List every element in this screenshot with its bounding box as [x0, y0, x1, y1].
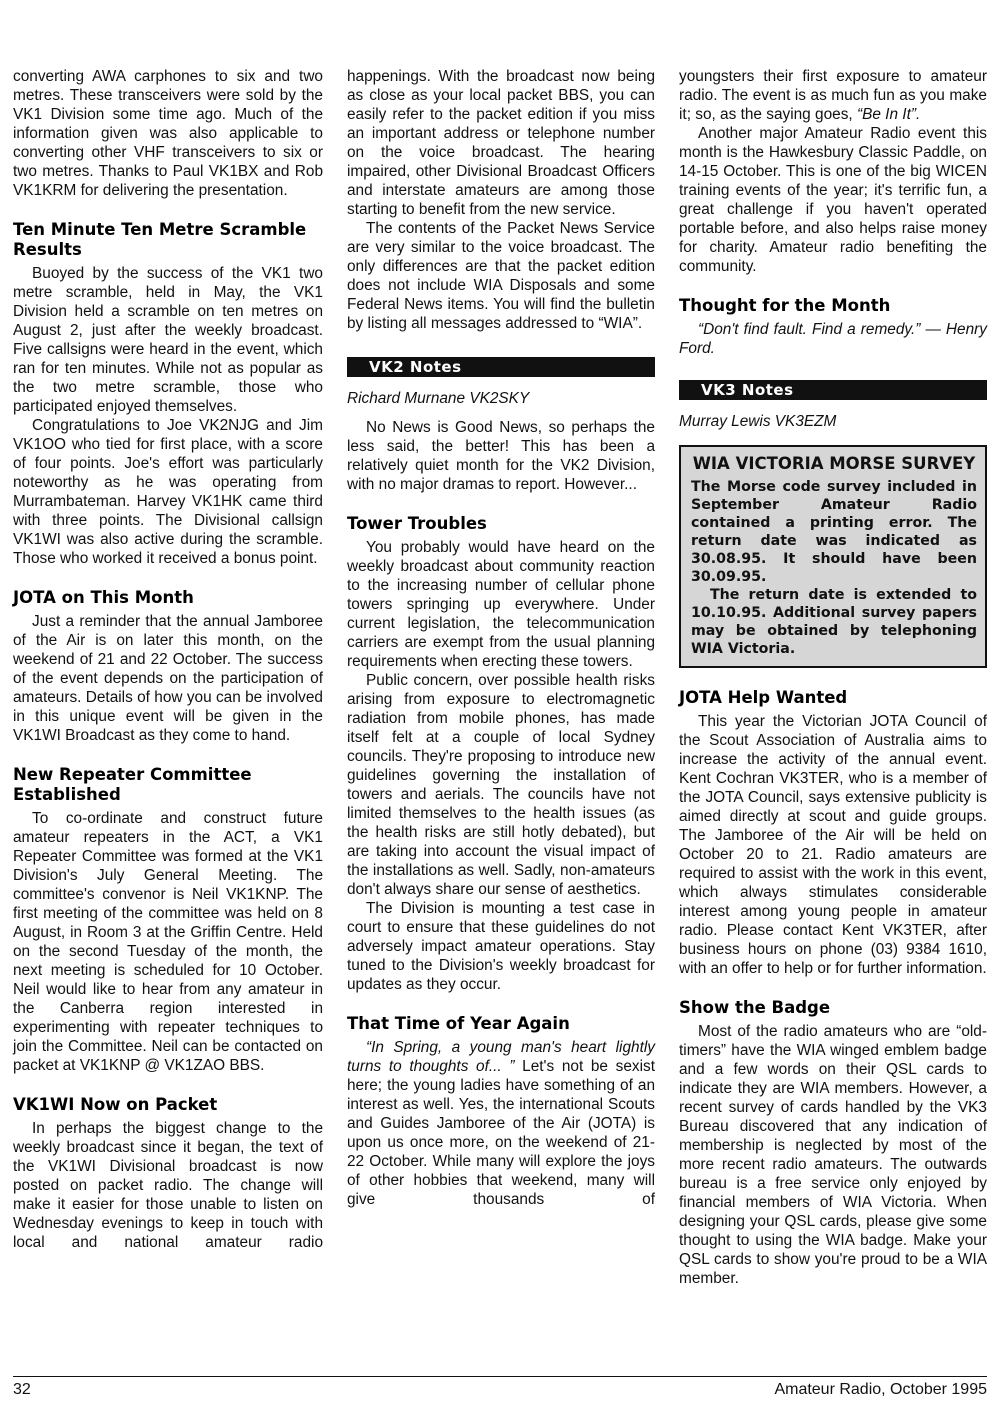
repeater-heading: New Repeater Committee Established [13, 765, 252, 804]
time-paragraph-text: Let's not be sexist here; the young ladies have something of an interest as well. Yes, the international Scouts and Guides Jamboree of the Air (JOTA) is upon us once more, on the weekend of 21-22 October. While many will explore the joys of other hobbies that weekend, many will give thousands of [347, 1058, 655, 1208]
hawkesbury-paragraph: Another major Amateur Radio event this month is the Hawkesbury Classic Paddle, on 14-15 October. This is one of the big WICEN training events of the year; it's terrific fun, a great challenge if you haven't operated portable before, and also helps raise money for charity. Amateur radio benefiting the community. [679, 125, 987, 275]
packet-paragraph-2: The contents of the Packet News Service are very similar to the voice broadcast. The only differences are that the packet edition does not include WIA Disposals and some Federal News items. You will find the bulletin by listing all messages addressed to “WIA”. [347, 220, 655, 332]
thought-quote: “Don't find fault. Find a remedy.” — Henry Ford. [679, 321, 987, 357]
packet-continued: happenings. With the broadcast now being as close as your local packet BBS, you can easily refer to the packet edition if you miss an important address or telephone number on the voice broadcast. The hearing impaired, other Divisional Broadcast Officers and interstate amateurs are among those starting to benefit from the new service. [347, 68, 655, 218]
time-continued-text: youngsters their first exposure to amateur radio. The event is as much fun as you make it; so, as the saying goes, [679, 68, 987, 123]
notice-paragraph-1: The Morse code survey included in September Amateur Radio contained a printing error. The return date was indicated as 30.08.95. It should have been 30.09.95. [691, 479, 977, 585]
intro-paragraph: converting AWA carphones to six and two metres. These transceivers were sold by the VK1 Division some time ago. Much of the information given was also applicable to converting other VHF transceivers to six or two metres. Thanks to Paul VK1BX and Rob VK1KRM for delivering the presentation. [13, 68, 323, 199]
time-continued [679, 67, 987, 124]
notice-paragraph-2: The return date is extended to 10.10.95. Additional survey papers may be obtained by telephoning WIA Victoria. [691, 587, 977, 657]
tower-paragraph-3: The Division is mounting a test case in court to ensure that these guidelines do not adversely impact amateur operations. Stay tuned to the Division's weekly broadcast for updates as they occur. [347, 900, 655, 993]
tower-paragraph-1: You probably would have heard on the weekly broadcast about community reaction to the increasing number of cellular phone towers springing up everywhere. Under current legislation, the telecommunication carriers are exempt from the usual planning requirements when erecting these towers. [347, 539, 655, 670]
be-in-it-quote: “Be In It”. [856, 106, 921, 123]
jota-paragraph: Just a reminder that the annual Jamboree of the Air is on later this month, on the weekend of 21 and 22 October. The success of the event depends on the participation of amateurs. Details of how you can be involved in this unique event will be given in the VK1WI Broadcast as they come to hand. [13, 613, 323, 744]
tower-paragraph-2: Public concern, over possible health risks arising from exposure to electromagnetic radiation from mobile phones, has made itself felt at a couple of local Sydney councils. They're proposing to introduce new guidelines governing the installation of towers and aerials. The councils have not limited themselves to the health issues (as the health risks are still hotly debated), but are taking into account the visual impact of the installations as well. Sadly, non-amateurs don't always share our sense of aesthetics. [347, 672, 655, 898]
vk2-byline: Richard Murnane VK2SKY [347, 390, 530, 407]
scramble-paragraph-2: Congratulations to Joe VK2NJG and Jim VK1OO who tied for first place, with a score of four points. Joe's effort was particularly noteworthy as he was operating from Murrambateman. Harvey VK1HK came third with three points. The Divisional callsign VK1WI was also active during the scramble. Those who worked it received a bonus point. [13, 417, 323, 567]
thought-heading: Thought for the Month [679, 296, 891, 315]
publication-footer: Amateur Radio, October 1995 [774, 1381, 987, 1398]
badge-paragraph: Most of the radio amateurs who are “old-timers” have the WIA winged emblem badge and a few words on their QSL cards to indicate they are WIA members. However, a recent survey of cards handled by the VK3 Bureau discovered that any indication of membership is neglected by most of the more recent radio amateurs. The outwards bureau is a free service only enjoyed by financial members of WIA Victoria. When designing your QSL cards, please give some thought to using the WIA badge. Make your QSL cards to show you're proud to be a WIA member. [679, 1023, 987, 1287]
time-heading: That Time of Year Again [347, 1014, 570, 1033]
repeater-paragraph: To co-ordinate and construct future amateur repeaters in the ACT, a VK1 Repeater Committee was formed at the VK1 Division's July General Meeting. The committee's convenor is Neil VK1KNP. The first meeting of the committee was held on 8 August, in Room 3 at the Griffin Centre. Held on the second Tuesday of the month, the next meeting is scheduled for 10 October. Neil would like to hear from any amateur in the Canberra region interested in experimenting with repeater techniques to join the Committee. Neil can be contacted on packet at VK1KNP @ VK1ZAO BBS. [13, 810, 323, 1074]
notice-title: WIA VICTORIA MORSE SURVEY [692, 454, 976, 473]
scramble-heading: Ten Minute Ten Metre Scramble Results [13, 220, 307, 259]
vk2-notes-bar: VK2 Notes [347, 357, 655, 377]
scramble-paragraph-1: Buoyed by the success of the VK1 two metre scramble, held in May, the VK1 Division held a scramble on ten metres on August 2, just after the weekly broadcast. Five callsigns were heard in the event, which ran for ten minutes. While not as popular as the two metre scramble, those who participated enjoyed themselves. [13, 265, 323, 415]
jota-help-paragraph: This year the Victorian JOTA Council of the Scout Association of Australia aims to increase the activity of the annual event. Kent Cochran VK3TER, who is a member of the JOTA Council, says extensive publicity is aimed directly at scout and guide groups. The Jamboree of the Air will be held on October 20 to 21. Radio amateurs are required to assist with the work in this event, which always stimulates considerable interest among young people in amateur radio. Please contact Kent VK3TER, after business hours on phone (03) 9384 1610, with an offer to help or for further information. [679, 713, 987, 977]
footer-rule [13, 1376, 987, 1377]
tower-heading: Tower Troubles [347, 514, 487, 533]
page-number: 32 [13, 1381, 31, 1398]
packet-heading: VK1WI Now on Packet [13, 1095, 218, 1114]
badge-heading: Show the Badge [679, 998, 831, 1017]
vk2-intro: No News is Good News, so perhaps the less said, the better! This has been a relatively quiet month for the VK2 Division, with no major dramas to report. However... [347, 419, 655, 493]
column-1 [13, 67, 323, 1252]
jota-heading: JOTA on This Month [13, 588, 194, 607]
jota-help-heading: JOTA Help Wanted [679, 688, 848, 707]
time-quote: “In Spring, a young man's heart lightly turns to thoughts of... ” [347, 1039, 655, 1075]
packet-paragraph: In perhaps the biggest change to the weekly broadcast since it began, the text of the VK1WI Divisional broadcast is now posted on packet radio. The change will make it easier for those unable to listen on Wednesday evenings to keep in touch with local and national amateur radio [13, 1120, 323, 1251]
column-2 [347, 67, 655, 1209]
column-3 [679, 67, 987, 1288]
vk3-notes-bar: VK3 Notes [679, 380, 987, 400]
time-paragraph [347, 1038, 655, 1209]
morse-survey-notice [679, 445, 987, 668]
vk3-byline: Murray Lewis VK3EZM [679, 413, 837, 430]
